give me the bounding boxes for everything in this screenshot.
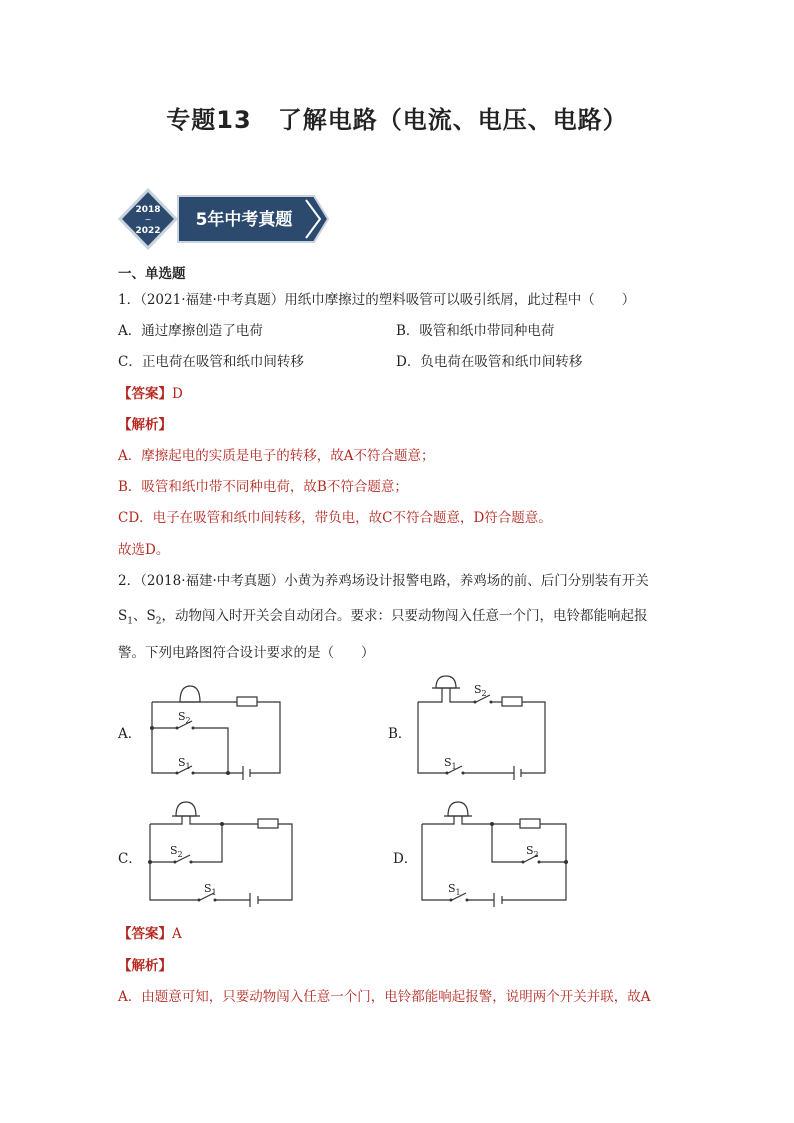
q1-analysis-line-1: A．摩擦起电的实质是电子的转移，故A不符合题意； [118,448,435,464]
circuit-diagram-a [140,672,290,782]
q1-analysis-line-4: 故选D。 [118,542,170,558]
q1-answer-value: D [172,386,183,402]
banner-year-start: 2018 [135,205,161,215]
q2-option-a-label: A． [118,726,142,742]
circuit-diagram-d [414,796,574,908]
q2-option-c-label: C． [118,851,142,867]
q2-option-b-label: B． [388,726,412,742]
resistor-icon [520,819,540,828]
q1-analysis-line-3: CD．电子在吸管和纸巾间转移，带负电，故C不符合题意，D符合题意。 [118,510,552,526]
q2-analysis-tag: 【解析】 [118,958,172,974]
banner-label: 5年中考真题 [195,210,293,230]
svg-text:S1: $S_1$ [444,756,457,771]
exam-years-banner [118,186,330,252]
q2-stem-line-3: 警。下列电路图符合设计要求的是（ ） [118,645,375,661]
svg-text:S1: $S_1$ [204,882,217,897]
svg-text:S1: $S_1$ [448,882,461,897]
q1-option-c: C．正电荷在吸管和纸巾间转移 [118,354,304,370]
circuit-diagram-b [408,672,558,782]
q2-analysis-line-1: A．由题意可知，只要动物闯入任意一个门，电铃都能响起报警，说明两个开关并联，故A [118,989,651,1005]
q1-analysis-line-2: B．吸管和纸巾带不同种电荷，故B不符合题意； [118,479,408,495]
q2-stem-line-2: $S_1$、$S_2$，动物闯入时开关会自动闭合。要求：只要动物闯入任意一个门，电铃都能响起报 [118,608,648,627]
circuit-diagram-c [140,796,300,908]
title-topic-name: 了解电路（电流、电压、电路） [277,106,628,134]
banner-graphic [118,186,330,252]
page-title [0,100,794,135]
q1-answer [118,384,183,404]
bell-icon [176,802,196,816]
resistor-icon [258,819,278,828]
q1-option-a: A．通过摩擦创造了电荷 [118,323,263,339]
banner-year-end: 2022 [135,226,161,236]
svg-text:S2: $S_2$ [178,710,191,725]
svg-text:S2: $S_2$ [526,844,539,859]
banner-year-dash: ~ [144,215,152,224]
q2-option-d-label: D． [393,851,418,867]
bell-icon [436,676,456,688]
resistor-icon [237,697,257,706]
q2-answer-value: A [172,926,182,942]
q2-answer-tag: 【答案】 [118,926,172,942]
resistor-icon [502,697,522,706]
q1-answer-tag: 【答案】 [118,386,172,402]
svg-text:S2: $S_2$ [474,683,487,698]
svg-text:S1: $S_1$ [178,756,191,771]
q1-option-d: D．负电荷在吸管和纸巾间转移 [396,354,583,370]
section-heading: 一、单选题 [118,266,186,282]
title-topic-number: 专题13 [166,106,252,134]
q1-analysis-tag: 【解析】 [118,417,172,433]
bell-icon [448,802,468,816]
q1-option-b: B．吸管和纸巾带同种电荷 [396,323,555,339]
q1-stem: 1．（2021·福建·中考真题）用纸巾摩擦过的塑料吸管可以吸引纸屑，此过程中（ ） [118,292,636,308]
q2-stem-line-1: 2．（2018·福建·中考真题）小黄为养鸡场设计报警电路，养鸡场的前、后门分别装有开关 [118,573,649,589]
q2-answer [118,924,182,944]
bell-icon [180,686,200,702]
svg-text:S2: $S_2$ [170,844,183,859]
